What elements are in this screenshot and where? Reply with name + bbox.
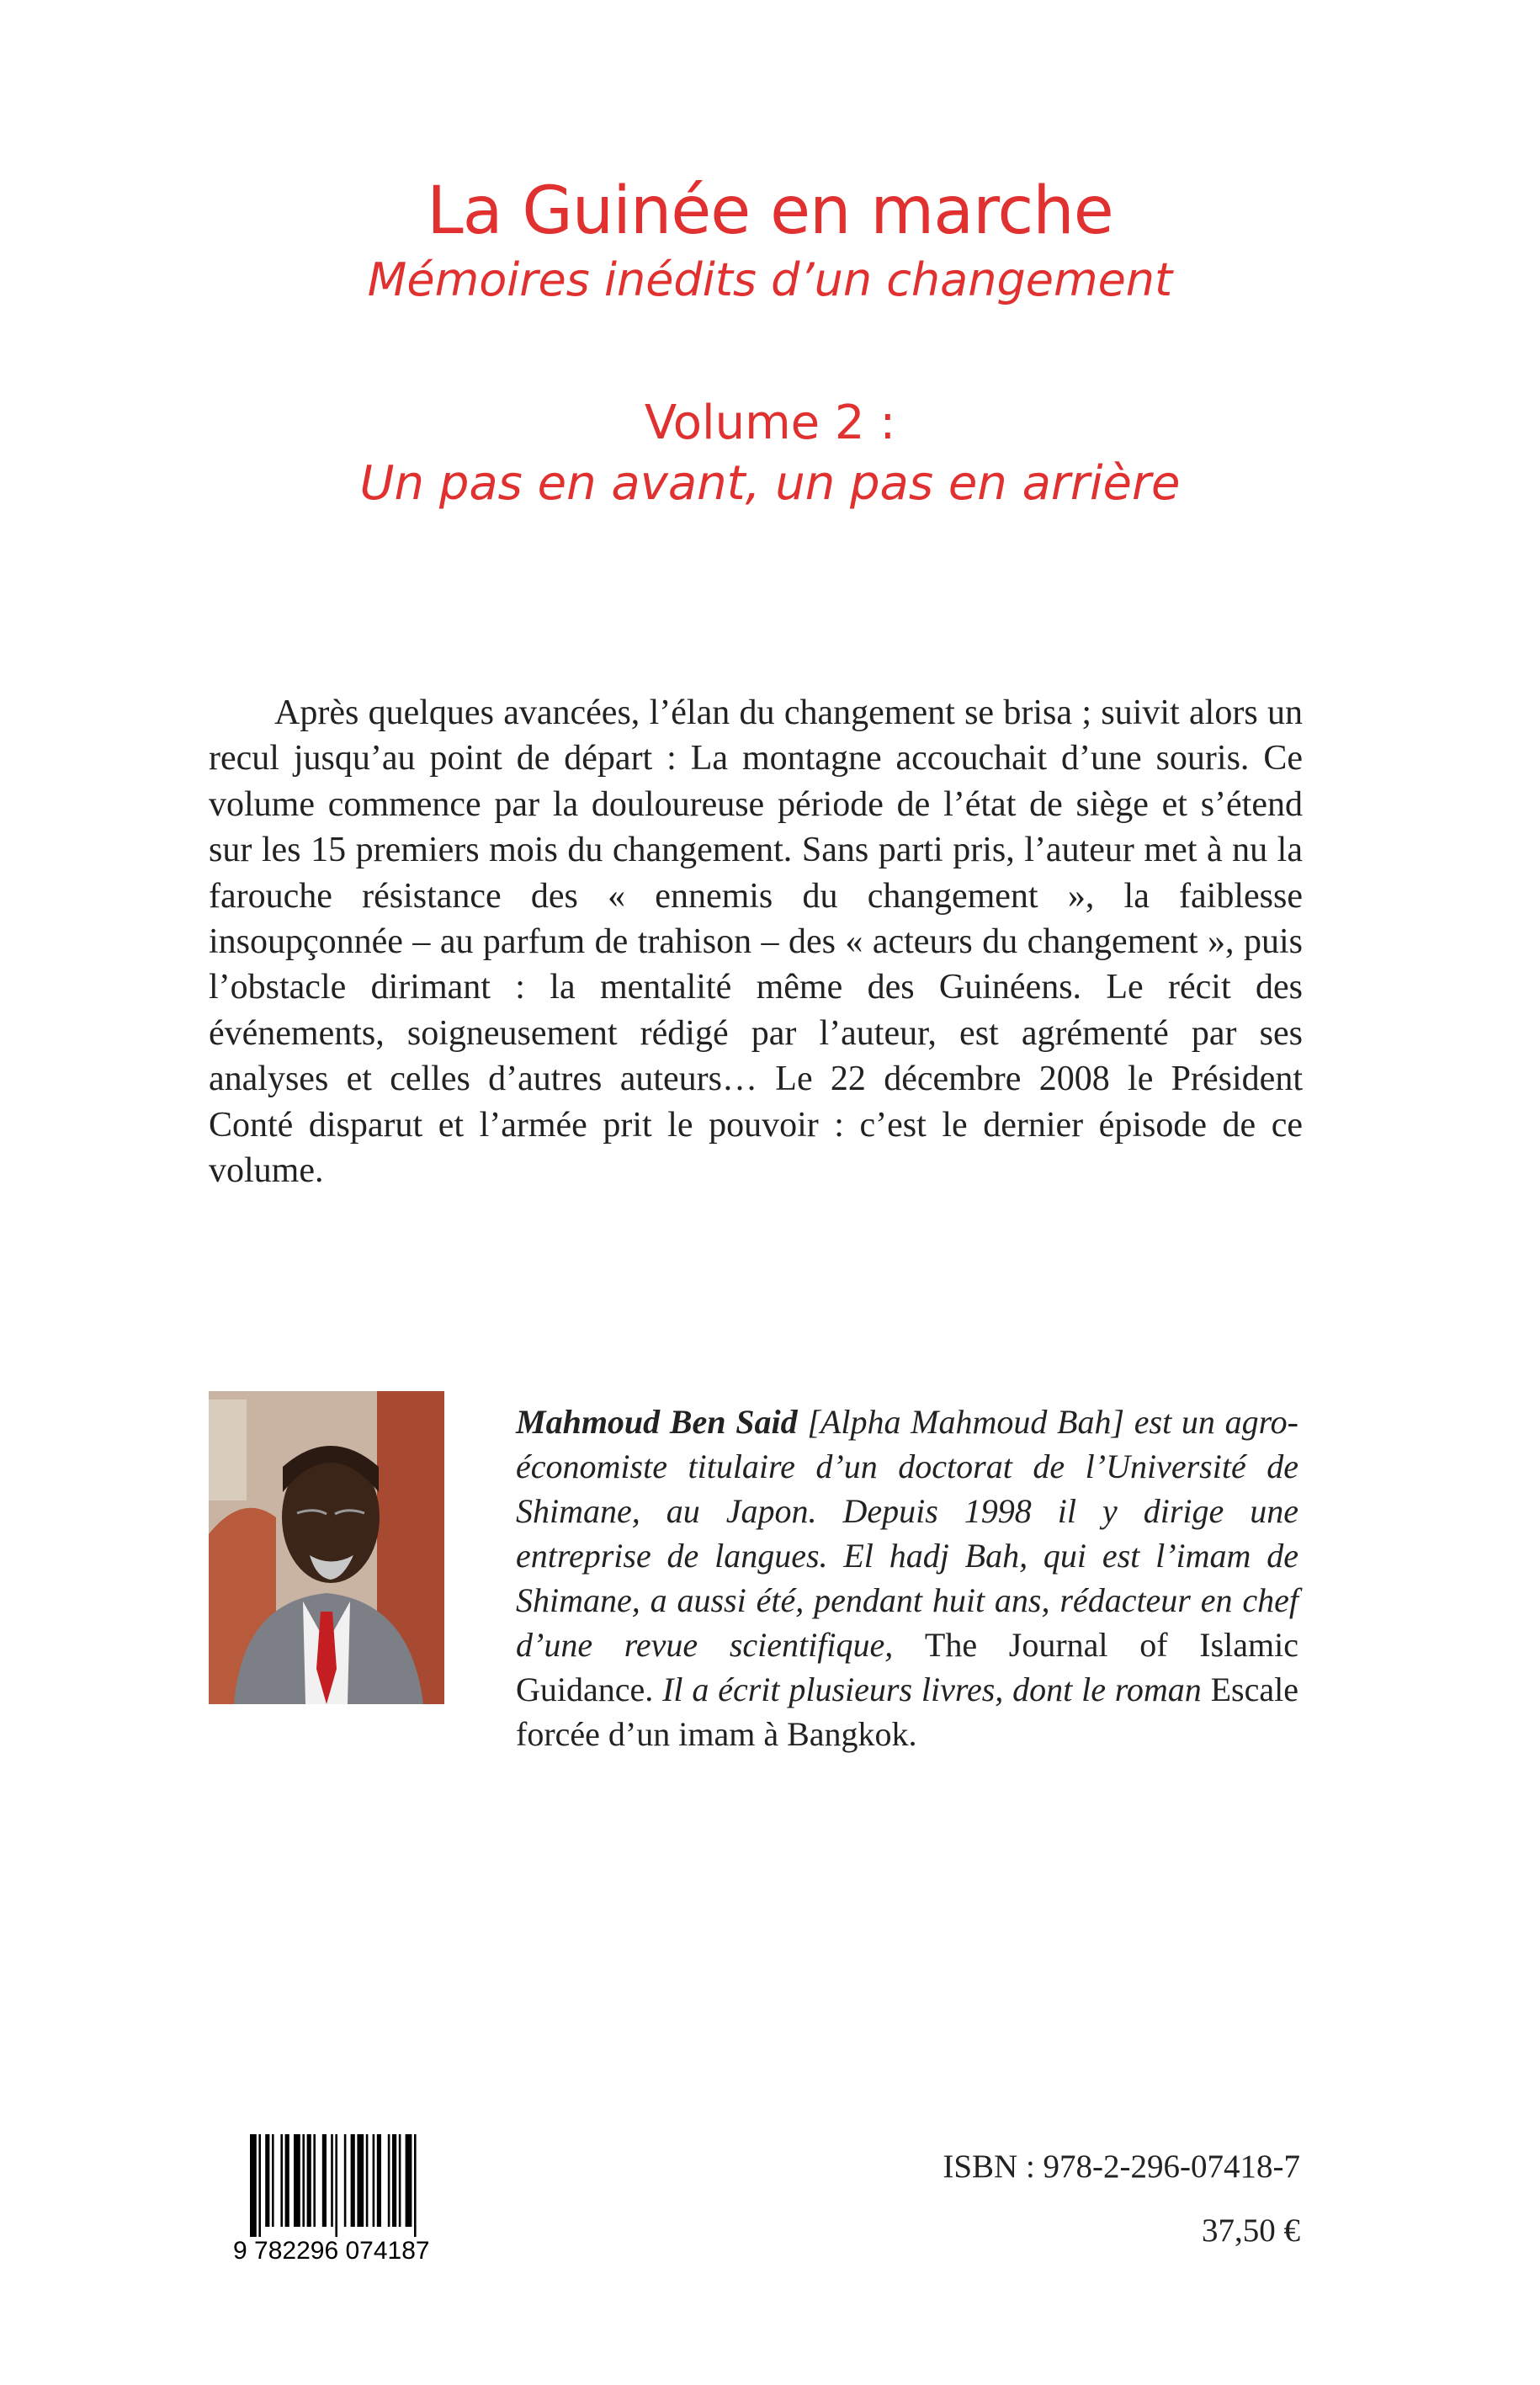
barcode-bar xyxy=(388,2134,390,2227)
cover-titles xyxy=(0,173,1540,514)
book-summary: Après quelques avancées, l’élan du changement se brisa ; suivit alors un recul jusqu’au point de départ : La montagne accouchait d’une souris. Ce volume commence par la douloureuse période de l’état de siège et s’étend sur les 15 premiers mois du changement. Sans parti pris, l’auteur met à nu la farouche résistance des « ennemis du changement », la faiblesse insoupçonnée – au parfum de trahison – des « acteurs du changement », puis l’obstacle dirimant : la mentalité même des Guinéens. Le récit des événements, soigneusement rédigé par l’auteur, est agrémenté par ses analyses et celles d’autres auteurs… Le 22 décembre 2008 le Président Conté disparut et l’armée prit le pouvoir : c’est le dernier épisode de ce volume. xyxy=(209,693,1303,1191)
bio-text-2: Il a écrit plusieurs livres, dont le roman xyxy=(653,1671,1211,1708)
novel-title: Escale forcée d’un imam à Bangkok. xyxy=(516,1671,1298,1753)
barcode-bar xyxy=(373,2134,375,2227)
barcode-bar xyxy=(366,2134,369,2227)
barcode-bar xyxy=(307,2134,311,2227)
barcode-bar xyxy=(351,2134,355,2227)
barcode-bar xyxy=(414,2134,417,2237)
barcode-bar xyxy=(331,2134,333,2227)
barcode-bar xyxy=(406,2134,412,2227)
isbn: ISBN : 978-2-296-07418-7 xyxy=(943,2149,1300,2185)
author-name: Mahmoud Ben Said xyxy=(516,1403,798,1441)
author-bio xyxy=(516,1400,1298,1756)
barcode-bar xyxy=(265,2134,269,2227)
barcode-bar xyxy=(302,2134,305,2227)
barcode-bar xyxy=(294,2134,300,2227)
book-title: La Guinée en marche xyxy=(427,173,1113,249)
book-subtitle: Mémoires inédits d’un changement xyxy=(367,253,1173,306)
journal-title: The Journal of Islamic Guidance. xyxy=(516,1626,1298,1708)
barcode-bar xyxy=(322,2134,327,2227)
barcode-bar xyxy=(344,2134,347,2227)
barcode-digits: 9 782296 074187 xyxy=(233,2237,430,2263)
barcode-bar xyxy=(280,2134,283,2227)
volume-subtitle: Un pas en avant, un pas en arrière xyxy=(359,456,1181,511)
barcode-bar xyxy=(258,2134,261,2237)
barcode-bar xyxy=(335,2134,337,2237)
barcode-bar xyxy=(250,2134,257,2237)
barcode-bar xyxy=(399,2134,401,2227)
author-photo xyxy=(209,1391,444,1704)
barcode xyxy=(231,2131,544,2263)
barcode-bar xyxy=(272,2134,274,2227)
barcode-bar xyxy=(377,2134,381,2227)
barcode-bar xyxy=(357,2134,364,2227)
volume-label: Volume 2 : xyxy=(644,396,896,450)
bio-text-1: [Alpha Mahmoud Bah] est un agro-économiste titulaire d’un doctorat de l’Université de Shimane, au Japon. Depuis 1998 il y dirige une entreprise de langues. El hadj Bah, qui est l’imam de Shimane, a aussi été, pendant huit ans, rédacteur en chef d’une revue scientifique, xyxy=(516,1403,1298,1664)
price: 37,50 € xyxy=(1202,2212,1300,2249)
barcode-bar xyxy=(392,2134,396,2227)
barcode-bar xyxy=(285,2134,289,2227)
barcode-bar xyxy=(313,2134,316,2227)
